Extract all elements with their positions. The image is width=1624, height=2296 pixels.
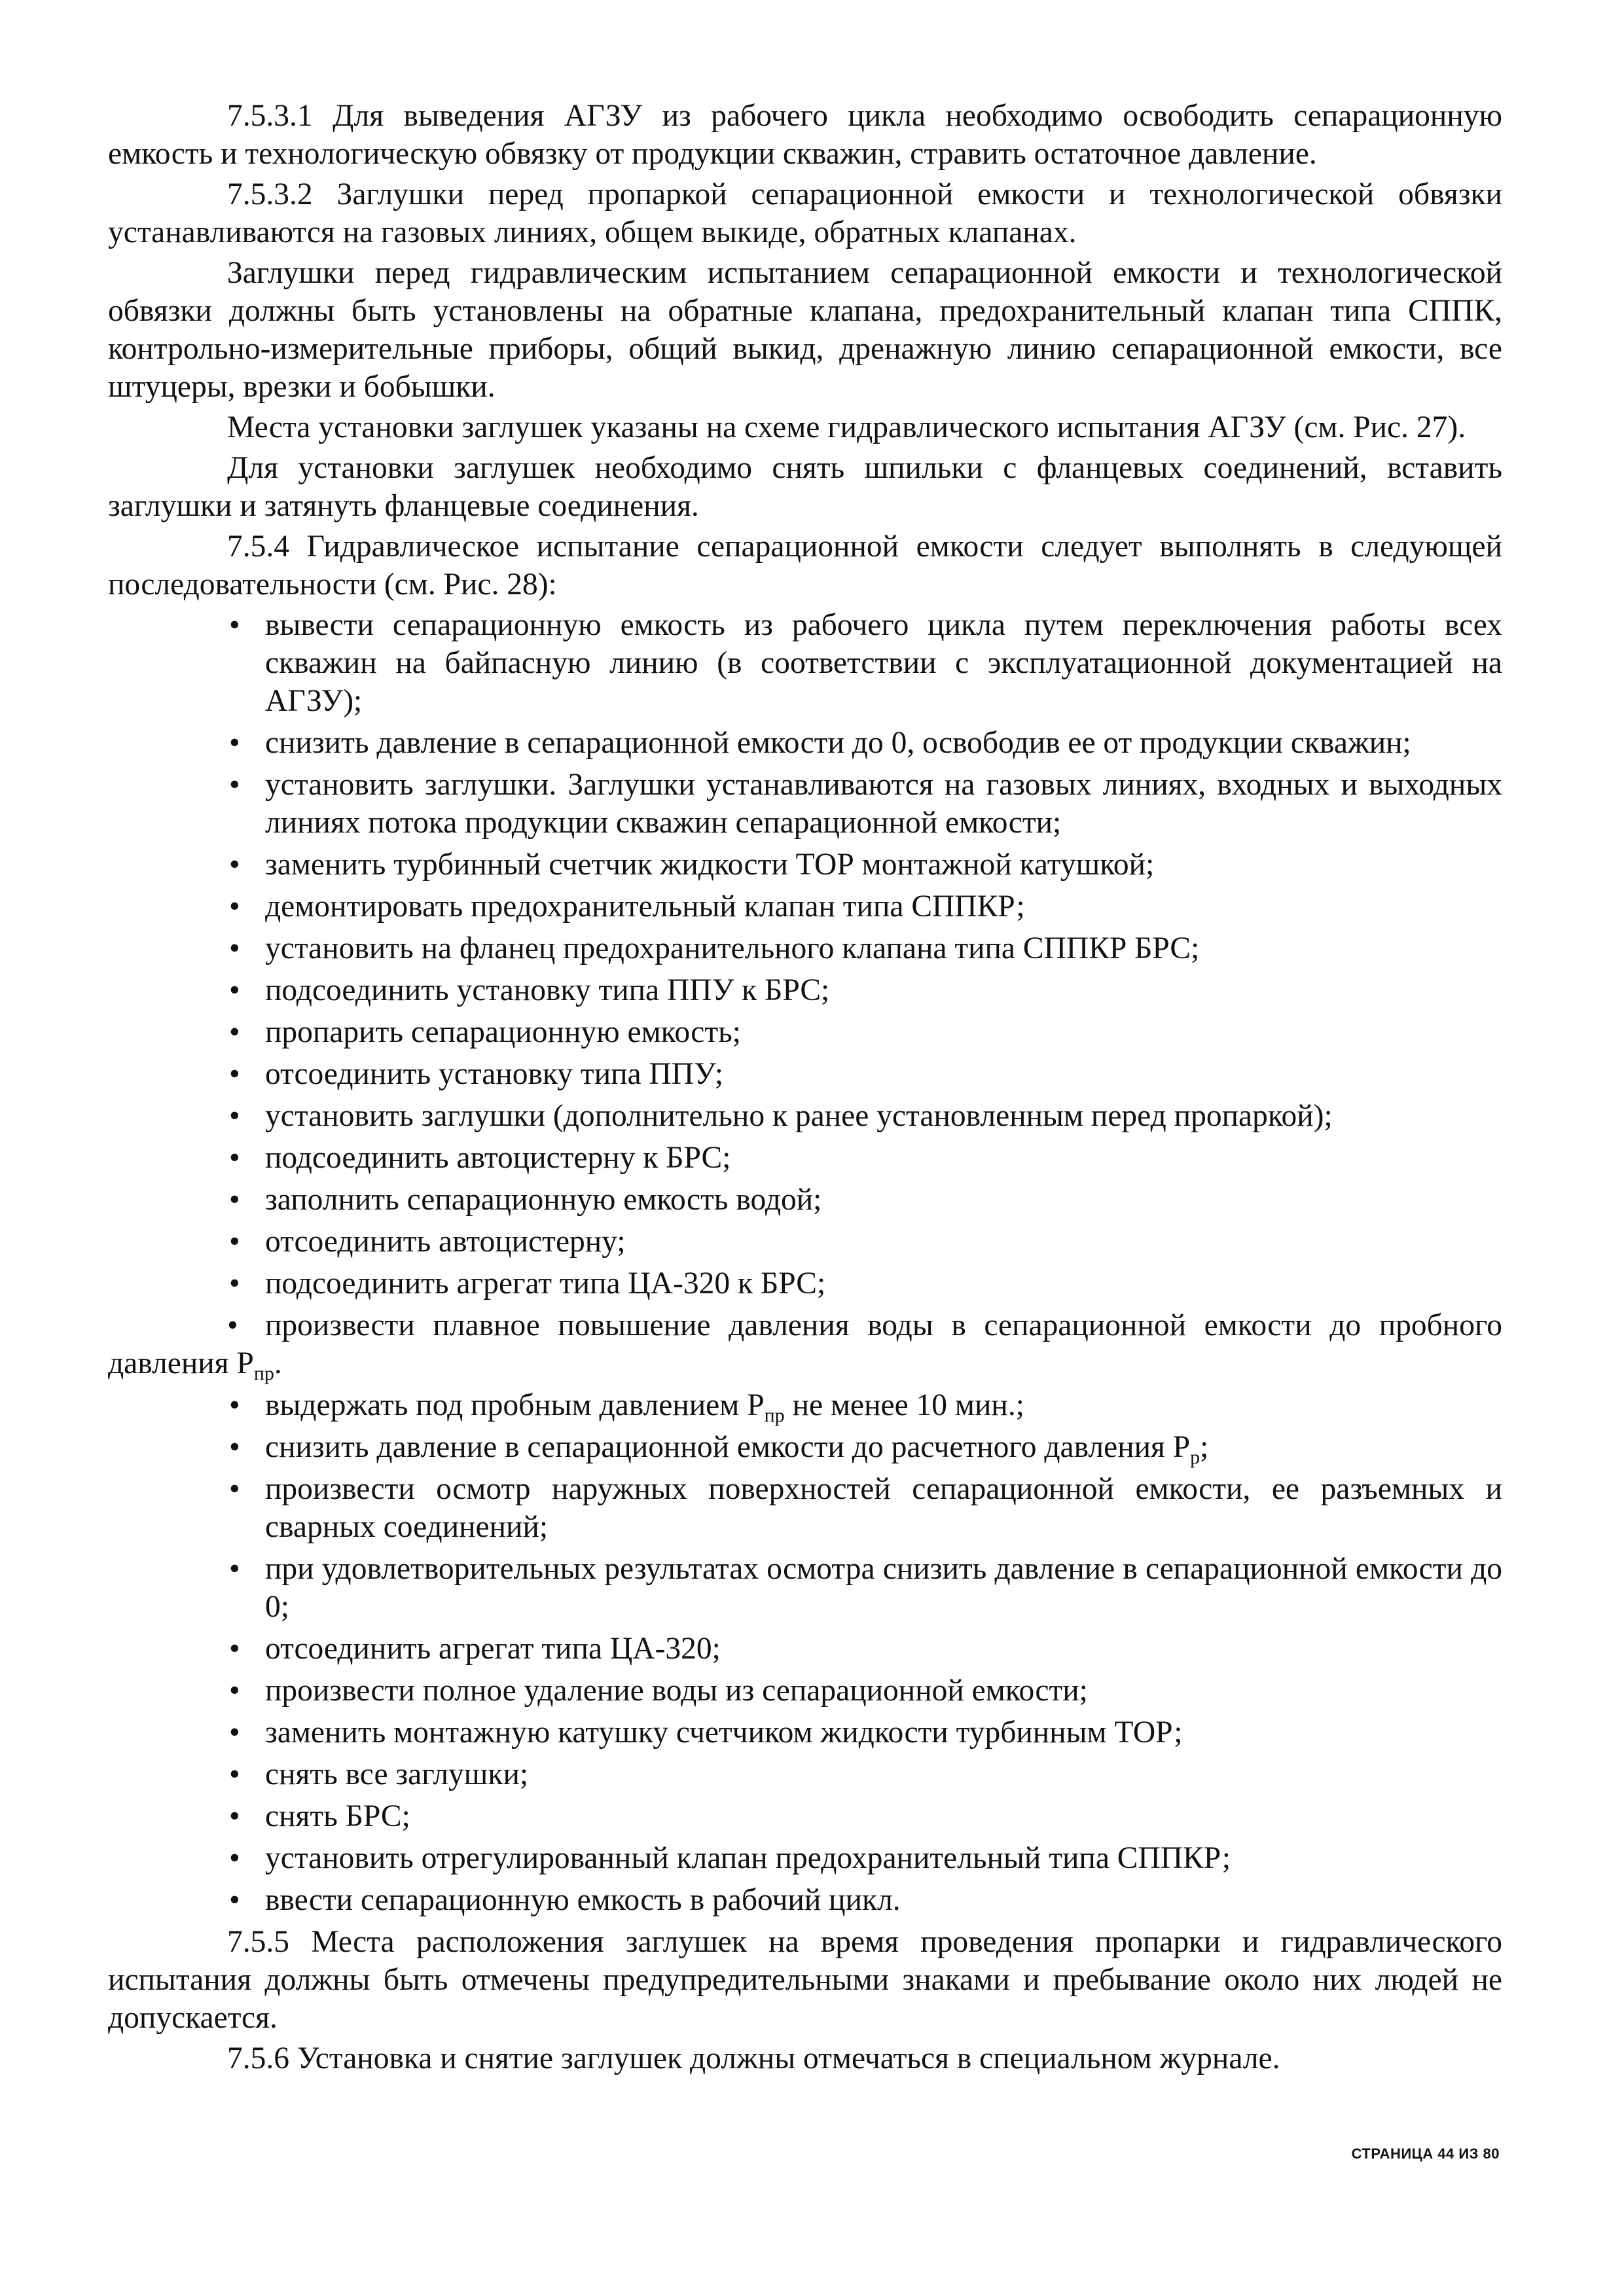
bullet-icon: • [229,973,240,1007]
list-item-text: заполнить сепарационную емкость водой; [265,1183,822,1217]
list-item [108,1097,1502,1135]
step-reduce-pre: снизить давление в сепарационной емкости до расчетного давления Р [265,1430,1191,1464]
bullet-icon: • [229,726,240,760]
list-item [108,971,1502,1009]
page-number: СТРАНИЦА 44 ИЗ 80 [1351,2145,1500,2162]
list-item [108,1265,1502,1302]
list-item [108,1386,1502,1424]
list-item [108,766,1502,842]
bullet-icon: • [229,1472,240,1506]
list-item-text: подсоединить установку типа ППУ к БРС; [265,973,830,1007]
list-item-text: при удовлетворительных результатах осмотра снизить давление в сепарационной емкости до 0; [265,1552,1502,1624]
paragraph-7-5-6: 7.5.6 Установка и снятие заглушек должны отмечаться в специальном журнале. [227,2041,1280,2075]
step-reduce-post: ; [1200,1430,1209,1464]
list-item [108,1630,1502,1668]
list-item [108,1223,1502,1261]
list-item-text: установить заглушки. Заглушки устанавливаются на газовых линиях, входных и выходных линиях потока продукции скважин сепарационной емкости; [265,768,1502,840]
list-item-text: отсоединить автоцистерну; [265,1225,626,1259]
list-item-text: ввести сепарационную емкость в рабочий цикл. [265,1883,901,1917]
list-item-text: отсоединить установку типа ППУ; [265,1057,724,1091]
list-item [108,606,1502,720]
list-item [108,1013,1502,1051]
bullet-icon: • [229,1674,240,1708]
bullet-icon: • [229,1799,240,1833]
bullet-icon: • [229,608,240,642]
list-item-text: произвести полное удаление воды из сепарационной емкости; [265,1674,1088,1708]
paragraph-7-5-5: 7.5.5 Места расположения заглушек на время проведения пропарки и гидравлического испытания должны быть отмечены предупредительными знаками и пребывание около них людей не допускается. [108,1925,1502,2035]
paragraph-7-5-4: 7.5.4 Гидравлическое испытание сепарационной емкости следует выполнять в следующей последовательности (см. Рис. 28): [108,529,1502,601]
paragraph-plugs-install: Для установки заглушек необходимо снять шпильки с фланцевых соединений, вставить заглушки и затянуть фланцевые соединения. [108,451,1502,523]
list-item [108,929,1502,967]
list-item [108,1550,1502,1626]
bullet-icon: • [229,1552,240,1586]
list-item [108,846,1502,884]
bullet-icon: • [229,1757,240,1791]
bullet-icon: • [229,1015,240,1049]
bullet-icon: • [229,1266,240,1300]
list-item-text: снизить давление в сепарационной емкости до 0, освободив ее от продукции скважин; [265,726,1411,760]
list-item-text: демонтировать предохранительный клапан типа СППКР; [265,889,1025,924]
list-item-text: заменить турбинный счетчик жидкости ТОР монтажной катушкой; [265,848,1155,882]
step-hold-post: не менее 10 мин.; [784,1388,1024,1422]
list-item [108,1470,1502,1546]
list-item-text: подсоединить агрегат типа ЦА-320 к БРС; [265,1266,826,1300]
paragraph-plugs-places: Места установки заглушек указаны на схеме гидравлического испытания АГЗУ (см. Рис. 27). [227,410,1466,444]
list-item-text: отсоединить агрегат типа ЦА-320; [265,1632,721,1666]
subscript-r: р [1190,1446,1200,1468]
paragraph-7-5-3-2: 7.5.3.2 Заглушки перед пропаркой сепарационной емкости и технологической обвязки устанавливаются на газовых линиях, общем выкиде, обратных клапанах. [108,177,1502,249]
list-item-text: произвести осмотр наружных поверхностей сепарационной емкости, ее разъемных и сварных соединений; [265,1472,1502,1544]
list-item [108,724,1502,762]
list-item-text: установить отрегулированный клапан предохранительный типа СППКР; [265,1841,1231,1875]
step-pressure-increase [108,1306,1502,1382]
bullet-icon: • [229,1099,240,1133]
list-item [108,888,1502,925]
list-item-text: заменить монтажную катушку счетчиком жидкости турбинным ТОР; [265,1715,1183,1749]
bullet-icon: • [229,1430,240,1464]
paragraph-7-5-3-1: 7.5.3.1 Для выведения АГЗУ из рабочего цикла необходимо освободить сепарационную емкость и технологическую обвязку от продукции скважин, стравить остаточное давление. [108,99,1502,171]
bullet-icon: • [229,1183,240,1217]
bullet-icon: • [229,889,240,924]
bullet-icon: • [229,1715,240,1749]
step-pressure-tail: . [274,1346,282,1380]
list-item [108,1428,1502,1466]
list-item [108,1797,1502,1835]
list-item [108,1839,1502,1877]
list-item-text: пропарить сепарационную емкость; [265,1015,741,1049]
step-pressure-text: произвести плавное повышение давления воды в сепарационной емкости до пробного давления Р [108,1308,1502,1380]
list-item-text: снять БРС; [265,1799,410,1833]
list-item [108,1672,1502,1710]
steps-list-b [108,1386,1502,1919]
list-item [108,1055,1502,1093]
steps-list-a [108,606,1502,1302]
list-item [108,1181,1502,1219]
bullet-icon: • [229,768,240,802]
bullet-icon: • [229,1883,240,1917]
subscript-pr: пр [764,1405,785,1426]
list-item-text: вывести сепарационную емкость из рабочего цикла путем переключения работы всех скважин на байпасную линию (в соответствии с эксплуатационной документацией на АГЗУ); [265,608,1502,718]
document-body [108,97,1502,2077]
list-item [108,1139,1502,1177]
list-item [108,1881,1502,1919]
step-hold-pre: выдержать под пробным давлением Р [265,1388,765,1422]
list-item-text: подсоединить автоцистерну к БРС; [265,1141,731,1175]
list-item [108,1713,1502,1751]
bullet-icon: • [227,1308,238,1342]
bullet-icon: • [229,1841,240,1875]
list-item-text: установить на фланец предохранительного клапана типа СППКР БРС; [265,931,1200,965]
bullet-icon: • [229,848,240,882]
list-item-text: снять все заглушки; [265,1757,529,1791]
list-item-text: установить заглушки (дополнительно к ранее установленным перед пропаркой); [265,1099,1333,1133]
paragraph-plugs-hydro: Заглушки перед гидравлическим испытанием сепарационной емкости и технологической обвязки должны быть установлены на обратные клапана, предохранительный клапан типа СППК, контрольно-измерительные приборы, общий выкид, дренажную линию сепарационной емкости, все штуцеры, врезки и бобышки. [108,256,1502,404]
bullet-icon: • [229,1225,240,1259]
bullet-icon: • [229,1057,240,1091]
bullet-icon: • [229,1141,240,1175]
bullet-icon: • [229,1632,240,1666]
bullet-icon: • [229,1388,240,1422]
list-item [108,1755,1502,1793]
bullet-icon: • [229,931,240,965]
subscript-pr: пр [253,1363,274,1384]
